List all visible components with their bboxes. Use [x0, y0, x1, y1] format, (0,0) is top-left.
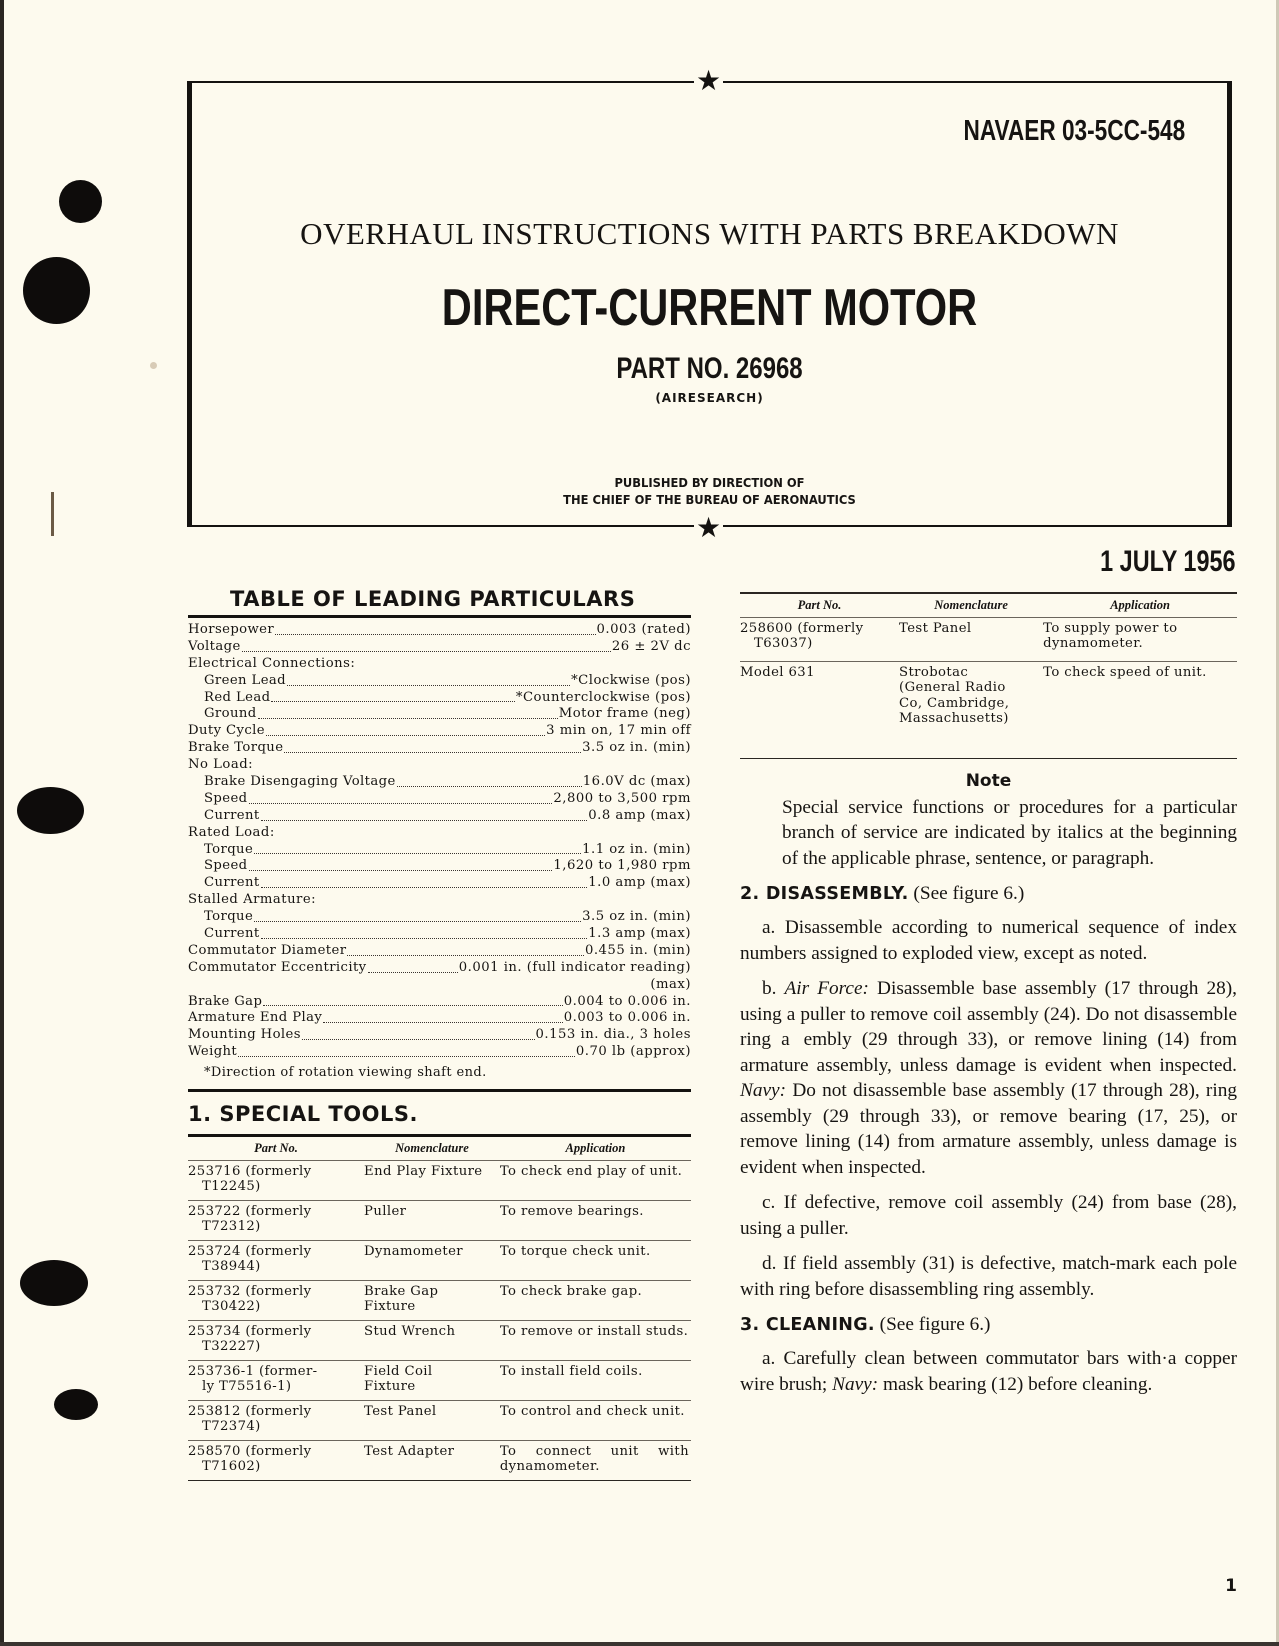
particular-label: Duty Cycle — [188, 723, 265, 739]
dot-leader — [275, 634, 595, 635]
particular-label: Stalled Armature: — [188, 892, 317, 908]
nomenclature-cell: Stud Wrench — [364, 1320, 500, 1360]
dot-leader — [263, 1005, 562, 1006]
published-line-1: PUBLISHED BY DIRECTION OF — [614, 475, 805, 490]
note-text: Special service functions or procedures for a particular branch of service are indicated by italics at the beginning of the applicable phrase, sentence, or paragraph. — [782, 796, 1237, 869]
dot-leader — [254, 853, 581, 854]
part-number-cell — [188, 1440, 364, 1480]
special-tools-table — [188, 1137, 691, 1481]
particular-label: Green Lead — [204, 672, 286, 688]
nomenclature-cell: Strobotac (General Radio Co, Cambridge, Massachusetts) — [899, 661, 1043, 758]
table-row — [188, 1240, 691, 1280]
particular-value: 0.001 in. (full indicator reading) — [458, 959, 691, 975]
particular-value: (max) — [650, 976, 691, 992]
particular-label: Commutator Diameter — [188, 942, 347, 958]
dot-leader — [287, 685, 570, 686]
particular-value: 3 min on, 17 min off — [546, 723, 691, 739]
particular-row — [188, 791, 691, 808]
particular-label: Brake Disengaging Voltage — [204, 774, 396, 790]
left-column — [188, 587, 691, 1481]
particular-row — [188, 1027, 691, 1044]
particular-label: Torque — [204, 841, 254, 857]
dot-leader — [258, 718, 558, 719]
table-row — [740, 661, 1237, 758]
dot-leader — [368, 972, 458, 973]
document-subtitle: OVERHAUL INSTRUCTIONS WITH PARTS BREAKDOWN — [300, 216, 1119, 251]
disassembly-step-c: c. If defective, remove coil assembly (24) from base (28), using a puller. — [740, 1192, 1237, 1239]
part-number-cell — [188, 1400, 364, 1440]
dot-leader — [249, 870, 553, 871]
particular-row — [188, 858, 691, 875]
column-header-nomenclature: Nomenclature — [899, 594, 1043, 617]
particular-label: Mounting Holes — [188, 1027, 301, 1043]
star-icon: ★ — [696, 64, 722, 97]
binder-hole-icon — [20, 1260, 88, 1306]
service-branch-navy: Navy: — [740, 1080, 787, 1101]
column-header-nomenclature: Nomenclature — [364, 1137, 500, 1160]
dot-leader — [284, 752, 581, 753]
particular-value: 0.003 to 0.006 in. — [563, 1010, 691, 1026]
particular-row — [188, 673, 691, 690]
particular-row — [188, 892, 691, 909]
former-part-number: ly T75516-1) — [202, 1379, 292, 1395]
particular-value: 16.0V dc (max) — [582, 774, 691, 790]
application-cell: To install field coils. — [500, 1360, 691, 1400]
page-number: 1 — [1225, 1576, 1237, 1596]
service-branch-air-force: Air Force: — [784, 978, 869, 999]
binder-hole-icon — [17, 787, 84, 834]
rotation-footnote: *Direction of rotation viewing shaft end. — [204, 1065, 487, 1081]
dot-leader — [397, 786, 582, 787]
nomenclature-cell: End Play Fixture — [364, 1160, 500, 1200]
dot-leader — [323, 1022, 563, 1023]
dot-leader — [347, 955, 584, 956]
staple-mark — [51, 492, 54, 536]
published-by — [229, 474, 1190, 508]
part-number: 253732 (formerly — [188, 1283, 312, 1299]
particular-value: 26 ± 2V dc — [611, 638, 691, 654]
dot-leader — [271, 701, 514, 702]
step-text: mask bearing (12) before cleaning. — [883, 1373, 1153, 1395]
particular-row — [188, 909, 691, 926]
application-cell: To check brake gap. — [500, 1280, 691, 1320]
cleaning-step-a — [740, 1346, 1237, 1397]
divider — [188, 1089, 691, 1092]
particular-row — [188, 656, 691, 673]
particular-row — [188, 825, 691, 842]
part-number: 253724 (formerly — [188, 1243, 312, 1259]
application-cell: To supply power to dynamometer. — [1043, 617, 1237, 661]
particular-label: Torque — [204, 909, 254, 925]
particular-value: 0.455 in. (min) — [584, 942, 691, 958]
particular-value: 3.5 oz in. (min) — [582, 909, 691, 925]
particular-row — [188, 622, 691, 639]
dot-leader — [266, 735, 545, 736]
particular-value: 0.004 to 0.006 in. — [563, 993, 691, 1009]
page-bottom-edge — [0, 1642, 1279, 1646]
column-header-part-no: Part No. — [740, 594, 899, 617]
former-part-number: T71602) — [202, 1459, 261, 1475]
particular-value: 0.8 amp (max) — [588, 807, 691, 823]
part-number-cell — [188, 1280, 364, 1320]
part-number-cell — [188, 1200, 364, 1240]
cleaning-heading-label: 3. CLEANING. — [740, 1315, 875, 1335]
part-number: 258570 (formerly — [188, 1443, 312, 1459]
particular-value: 1,620 to 1,980 rpm — [553, 858, 691, 874]
dot-leader — [261, 887, 588, 888]
particular-value: Motor frame (neg) — [558, 706, 691, 722]
application-cell: To check end play of unit. — [500, 1160, 691, 1200]
nomenclature-cell: Puller — [364, 1200, 500, 1240]
disassembly-step-d: d. If field assembly (31) is defective, match-mark each pole with ring before disassembling ring assembly. — [740, 1253, 1237, 1300]
particular-label: Ground — [204, 706, 257, 722]
table-row — [188, 1400, 691, 1440]
particular-value: 1.3 amp (max) — [588, 926, 691, 942]
particular-label: Brake Torque — [188, 740, 284, 756]
particular-label: Speed — [204, 858, 248, 874]
binder-hole-icon — [23, 257, 90, 324]
table-row — [188, 1200, 691, 1240]
particular-value: 0.70 lb (approx) — [575, 1044, 691, 1060]
table-row — [740, 617, 1237, 661]
particular-row — [188, 808, 691, 825]
part-number-cell — [740, 661, 899, 758]
particular-row — [188, 926, 691, 943]
disassembly-heading — [740, 883, 1237, 905]
special-tools-table-continued — [740, 594, 1237, 759]
step-text: a. Carefully clean between commutator bars with·a copper wire brush; — [740, 1348, 1237, 1395]
particular-row — [188, 757, 691, 774]
leading-particulars-list — [188, 622, 691, 1061]
nomenclature-cell: Brake Gap Fixture — [364, 1280, 500, 1320]
part-number: 253736-1 (former- — [188, 1363, 318, 1379]
part-number-cell — [188, 1240, 364, 1280]
particular-row — [188, 690, 691, 707]
particular-value: 3.5 oz in. (min) — [582, 740, 691, 756]
nomenclature-cell: Test Panel — [899, 617, 1043, 661]
application-cell: To torque check unit. — [500, 1240, 691, 1280]
part-number: 253722 (formerly — [188, 1203, 312, 1219]
particular-value: *Clockwise (pos) — [571, 672, 691, 688]
part-number: 253716 (formerly — [188, 1163, 312, 1179]
paper-speck — [150, 362, 157, 369]
particular-label: Commutator Eccentricity — [188, 959, 367, 975]
cleaning-figure-ref: (See figure 6.) — [879, 1314, 991, 1335]
disassembly-step-b — [740, 976, 1237, 1180]
binder-hole-icon — [59, 180, 102, 223]
application-cell: To remove or install studs. — [500, 1320, 691, 1360]
particular-label: Current — [204, 807, 260, 823]
column-header-application: Application — [1043, 594, 1237, 617]
particular-label: Brake Gap — [188, 993, 263, 1009]
particular-label: Electrical Connections: — [188, 655, 356, 671]
note-title: Note — [965, 770, 1012, 791]
divider — [188, 615, 691, 618]
part-number-cell — [188, 1160, 364, 1200]
former-part-number: T72312) — [202, 1219, 261, 1235]
particular-row — [188, 706, 691, 723]
dot-leader — [238, 1056, 575, 1057]
special-tools-heading: 1. SPECIAL TOOLS. — [188, 1102, 418, 1127]
dot-leader — [261, 820, 588, 821]
column-header-part-no: Part No. — [188, 1137, 364, 1160]
particular-label: No Load: — [188, 757, 254, 773]
document-number: NAVAER 03-5CC-548 — [963, 115, 1185, 147]
particular-value: 0.003 (rated) — [596, 622, 691, 637]
disassembly-heading-label: 2. DISASSEMBLY. — [740, 884, 909, 904]
particular-label: Horsepower — [188, 622, 275, 637]
part-number-cell — [740, 617, 899, 661]
former-part-number: T72374) — [202, 1419, 261, 1435]
part-number-cell — [188, 1320, 364, 1360]
particular-row — [188, 994, 691, 1011]
disassembly-figure-ref: (See figure 6.) — [913, 883, 1025, 904]
former-part-number: T38944) — [202, 1259, 261, 1275]
part-number: 253734 (formerly — [188, 1323, 312, 1339]
table-row — [188, 1320, 691, 1360]
page-left-edge — [0, 0, 4, 1646]
step-letter: b. — [762, 978, 777, 999]
application-cell: To control and check unit. — [500, 1400, 691, 1440]
particular-value: 2,800 to 3,500 rpm — [553, 790, 691, 806]
disassembly-step-a: a. Disassemble according to numerical sequence of index numbers assigned to exploded view, except as noted. — [740, 917, 1237, 964]
nomenclature-cell: Dynamometer — [364, 1240, 500, 1280]
particular-row — [188, 960, 691, 977]
particular-label: Current — [204, 926, 260, 942]
service-branch-navy: Navy: — [832, 1373, 879, 1395]
star-icon: ★ — [696, 511, 722, 544]
application-cell: To remove bearings. — [500, 1200, 691, 1240]
particular-label: Red Lead — [204, 689, 271, 705]
table-row — [188, 1280, 691, 1320]
particular-label: Speed — [204, 790, 248, 806]
nomenclature-cell: Test Adapter — [364, 1440, 500, 1480]
dot-leader — [249, 803, 553, 804]
cleaning-heading — [740, 1314, 1237, 1336]
particular-row — [188, 842, 691, 859]
particular-label: Rated Load: — [188, 824, 275, 840]
part-number: Model 631 — [740, 664, 815, 680]
table-row — [188, 1360, 691, 1400]
particular-row — [188, 639, 691, 656]
particular-label: Voltage — [188, 638, 241, 654]
part-number-cell — [188, 1360, 364, 1400]
particular-label: Weight — [188, 1044, 238, 1060]
particular-label: Armature End Play — [188, 1010, 323, 1026]
table-row — [188, 1160, 691, 1200]
table-row — [188, 1440, 691, 1480]
particular-row — [188, 723, 691, 740]
particular-value: 1.1 oz in. (min) — [582, 841, 691, 857]
document-title: DIRECT-CURRENT MOTOR — [441, 279, 978, 337]
dot-leader — [302, 1039, 535, 1040]
dot-leader — [261, 938, 588, 939]
application-cell: To connect unit with dynamometer. — [500, 1440, 691, 1480]
right-column — [740, 592, 1237, 1397]
nomenclature-cell: Test Panel — [364, 1400, 500, 1440]
particular-row — [188, 774, 691, 791]
step-text: Disassemble base assembly (17 through 28), using a puller to remove coil assembly (24). Do not disassemble ring a embly (29 through 33), or remove lining (14) from armature assembly, unless damage is evident when inspected. — [740, 978, 1237, 1076]
particular-label: Current — [204, 875, 260, 891]
particular-value: 1.0 amp (max) — [588, 875, 691, 891]
particular-value: *Counterclockwise (pos) — [515, 689, 691, 705]
dot-leader — [242, 651, 611, 652]
particular-row — [188, 943, 691, 960]
application-cell: To check speed of unit. — [1043, 661, 1237, 758]
former-part-number: T30422) — [202, 1299, 261, 1315]
particular-row — [188, 875, 691, 892]
particular-row — [188, 977, 691, 994]
former-part-number: T12245) — [202, 1179, 261, 1195]
part-number: 258600 (formerly — [740, 620, 864, 636]
particular-row — [188, 740, 691, 757]
binder-hole-icon — [54, 1389, 98, 1420]
step-text: Do not disassemble base assembly (17 through 28), ring assembly (29 through 33), or remove bearing (17, 25), or remove lining (14) from armature assembly, unless damage is evident when inspected. — [740, 1080, 1237, 1178]
nomenclature-cell: Field Coil Fixture — [364, 1360, 500, 1400]
manufacturer: (AIRESEARCH) — [655, 391, 764, 405]
dot-leader — [254, 921, 581, 922]
part-number: 253812 (formerly — [188, 1403, 312, 1419]
part-number: PART NO. 26968 — [616, 352, 803, 385]
leading-particulars-heading: TABLE OF LEADING PARTICULARS — [230, 587, 636, 611]
particular-row — [188, 1010, 691, 1027]
particular-value: 0.153 in. dia., 3 holes — [535, 1027, 691, 1043]
publication-date: 1 JULY 1956 — [1099, 545, 1235, 578]
particular-row — [188, 1044, 691, 1061]
published-line-2: THE CHIEF OF THE BUREAU OF AERONAUTICS — [563, 492, 856, 507]
former-part-number: T63037) — [754, 636, 813, 651]
column-header-application: Application — [500, 1137, 691, 1160]
former-part-number: T32227) — [202, 1339, 261, 1355]
